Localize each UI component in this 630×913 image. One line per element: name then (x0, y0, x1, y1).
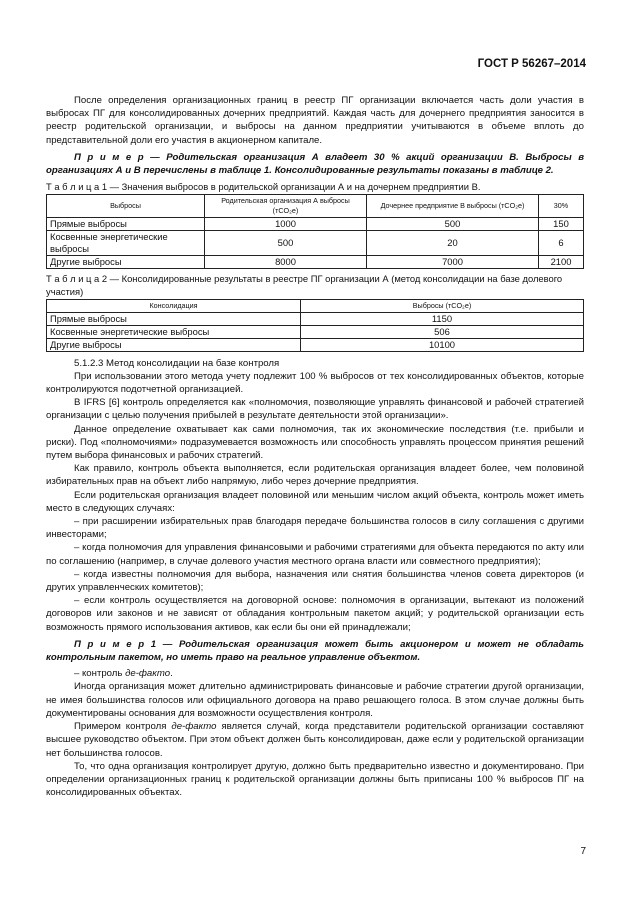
paragraph-text: Примером контроля (74, 721, 172, 733)
table-cell: 20 (367, 230, 539, 255)
table-header-row (47, 300, 584, 313)
table-row (47, 217, 584, 230)
page-number: 7 (580, 846, 586, 857)
example-paragraph: П р и м е р — Родительская организация А владеет 30 % акций организации В. Выбросы в организациях А и В перечислены в таблице 1. Консолидированные результаты показаны в таблице 2. (46, 151, 584, 177)
body-paragraph: В IFRS [6] контроль определяется как «полномочия, позволяющие управлять финансовой и рабочей стратегией организации с целью получения прибылей в результате деятельности этой организации». (46, 397, 584, 422)
list-item: – если контроль осуществляется на договорной основе: полномочия в организации, вытекают из положений договоров или законов и не зависят от обладания контрольным пакетом акций; у родительской организации есть возможность прямого использования активов, как если бы они ей принадлежали; (46, 595, 584, 633)
table-cell: 500 (205, 230, 367, 255)
body-paragraph: Иногда организация может длительно администрировать финансовые и рабочие стратегии другой организации, не имея большинства голосов или официального договора на право решающего голоса. В этом случае должны быть документированы основания для возможности осуществления контроля. (46, 681, 584, 719)
italic-term: де-факто (125, 668, 171, 680)
example-paragraph: П р и м е р 1 — Родительская организация может быть акционером и может не обладать контрольным пакетом, но иметь право на реальное управление объектом. (46, 638, 584, 664)
table-header-cell: Выбросы (тCO₂е) (301, 300, 584, 313)
table-cell: Другие выбросы (47, 255, 205, 268)
table-cell: 6 (539, 230, 584, 255)
table-cell: 150 (539, 217, 584, 230)
table-cell: 1150 (301, 312, 584, 325)
table-cell: 506 (301, 325, 584, 338)
intro-paragraph: После определения организационных границ в реестр ПГ организации включается часть доли участия в выбросах ПГ для консолидированных дочерних предприятий. Каждая часть для дочернего предприятия заносится в реестр родительской организации, и выбросы на данном предприятии учитываются в объеме вплоть до представительной доли его участия в акционерном капитале. (46, 95, 584, 146)
list-item: – когда полномочия для управления финансовыми и рабочими стратегиями для объекта передаются по акту или по соглашению (например, в случае долевого участия местного органа власти или совместного предприятия); (46, 542, 584, 567)
section-heading: 5.1.2.3 Метод консолидации на базе контроля (74, 357, 280, 369)
body-paragraph: Данное определение охватывает как сами полномочия, так их экономические последствия (т.е. прибыли и риски). Под «полномочиями» подразумевается возможность или способность управлять процессом принятия решений путем выбора финансовых и рабочих стратегий. (46, 423, 584, 462)
table2-caption: Т а б л и ц а 2 — Консолидированные результаты в реестре ПГ организации А (метод консолидации на базе долевого участия) (46, 272, 563, 297)
table-header-cell: Консолидация (47, 300, 301, 313)
table-header-row (47, 195, 584, 217)
table-row (47, 338, 584, 351)
table-cell: 8000 (205, 255, 367, 268)
table-cell: 7000 (367, 255, 539, 268)
body-paragraph: При использовании этого метода учету подлежит 100 % выбросов от тех консолидированных объектов, которые контролируются подотчетной организацией. (46, 370, 584, 396)
table-cell: 2100 (539, 255, 584, 268)
table-cell: Другие выбросы (47, 338, 301, 351)
body-paragraph: Как правило, контроль объекта выполняется, если родительская организация владеет более, чем половиной избирательных прав на объект либо напрямую, либо через дочерние предприятия. (46, 463, 584, 488)
table1 (46, 194, 584, 268)
table-cell: 10100 (301, 338, 584, 351)
body-paragraph: Если родительская организация владеет половиной или меньшим числом акций объекта, контроль может иметь место в следующих случаях: (46, 489, 584, 514)
table-row (47, 230, 584, 255)
list-item: – когда известны полномочия для выбора, назначения или снятия большинства членов совета директоров (и других управленческих комитетов); (46, 568, 584, 594)
body-paragraph: То, что одна организация контролирует другую, должно быть предварительно известно и документировано. При определении организационных границ к родительской организации должны быть приписаны 100 % выбросов ПГ на консолидированных объектах. (46, 760, 584, 799)
list-item-text: . (170, 668, 173, 680)
table-row (47, 255, 584, 268)
italic-term: де-факто (171, 721, 217, 733)
list-item (46, 667, 584, 680)
table1-caption: Т а б л и ц а 1 — Значения выбросов в родительской организации А и на дочернем предприятии В. (46, 181, 481, 193)
body-paragraph (46, 720, 584, 760)
list-item: – при расширении избирательных прав благодаря передаче большинства голосов в силу соглашения с другими инвесторами; (46, 516, 584, 541)
table2 (46, 299, 584, 352)
standard-header: ГОСТ Р 56267–2014 (477, 58, 586, 70)
table-cell: Косвенные энергетические выбросы (47, 325, 301, 338)
table-header-cell: Дочернее предприятие В выбросы (тCO₂е) (367, 195, 539, 217)
table-cell: Прямые выбросы (47, 312, 301, 325)
table-row (47, 312, 584, 325)
table-cell: Прямые выбросы (47, 217, 205, 230)
table-cell: 500 (367, 217, 539, 230)
document-body (46, 94, 584, 799)
list-item-text: – контроль (74, 668, 126, 680)
table-cell: 1000 (205, 217, 367, 230)
table-header-cell: Выбросы (47, 195, 205, 217)
table-header-cell: Родительская организация А выбросы (тCO₂е) (205, 195, 367, 217)
paragraph-text: является случай, когда представители родительской организации составляют высшее руководство объектом. При этом объект должен быть консолидирован, даже если у родительской организации нет большинства голосов. (46, 721, 584, 759)
table-cell: Косвенные энергетические выбросы (47, 230, 205, 255)
table-row (47, 325, 584, 338)
table-header-cell: 30% (539, 195, 584, 217)
